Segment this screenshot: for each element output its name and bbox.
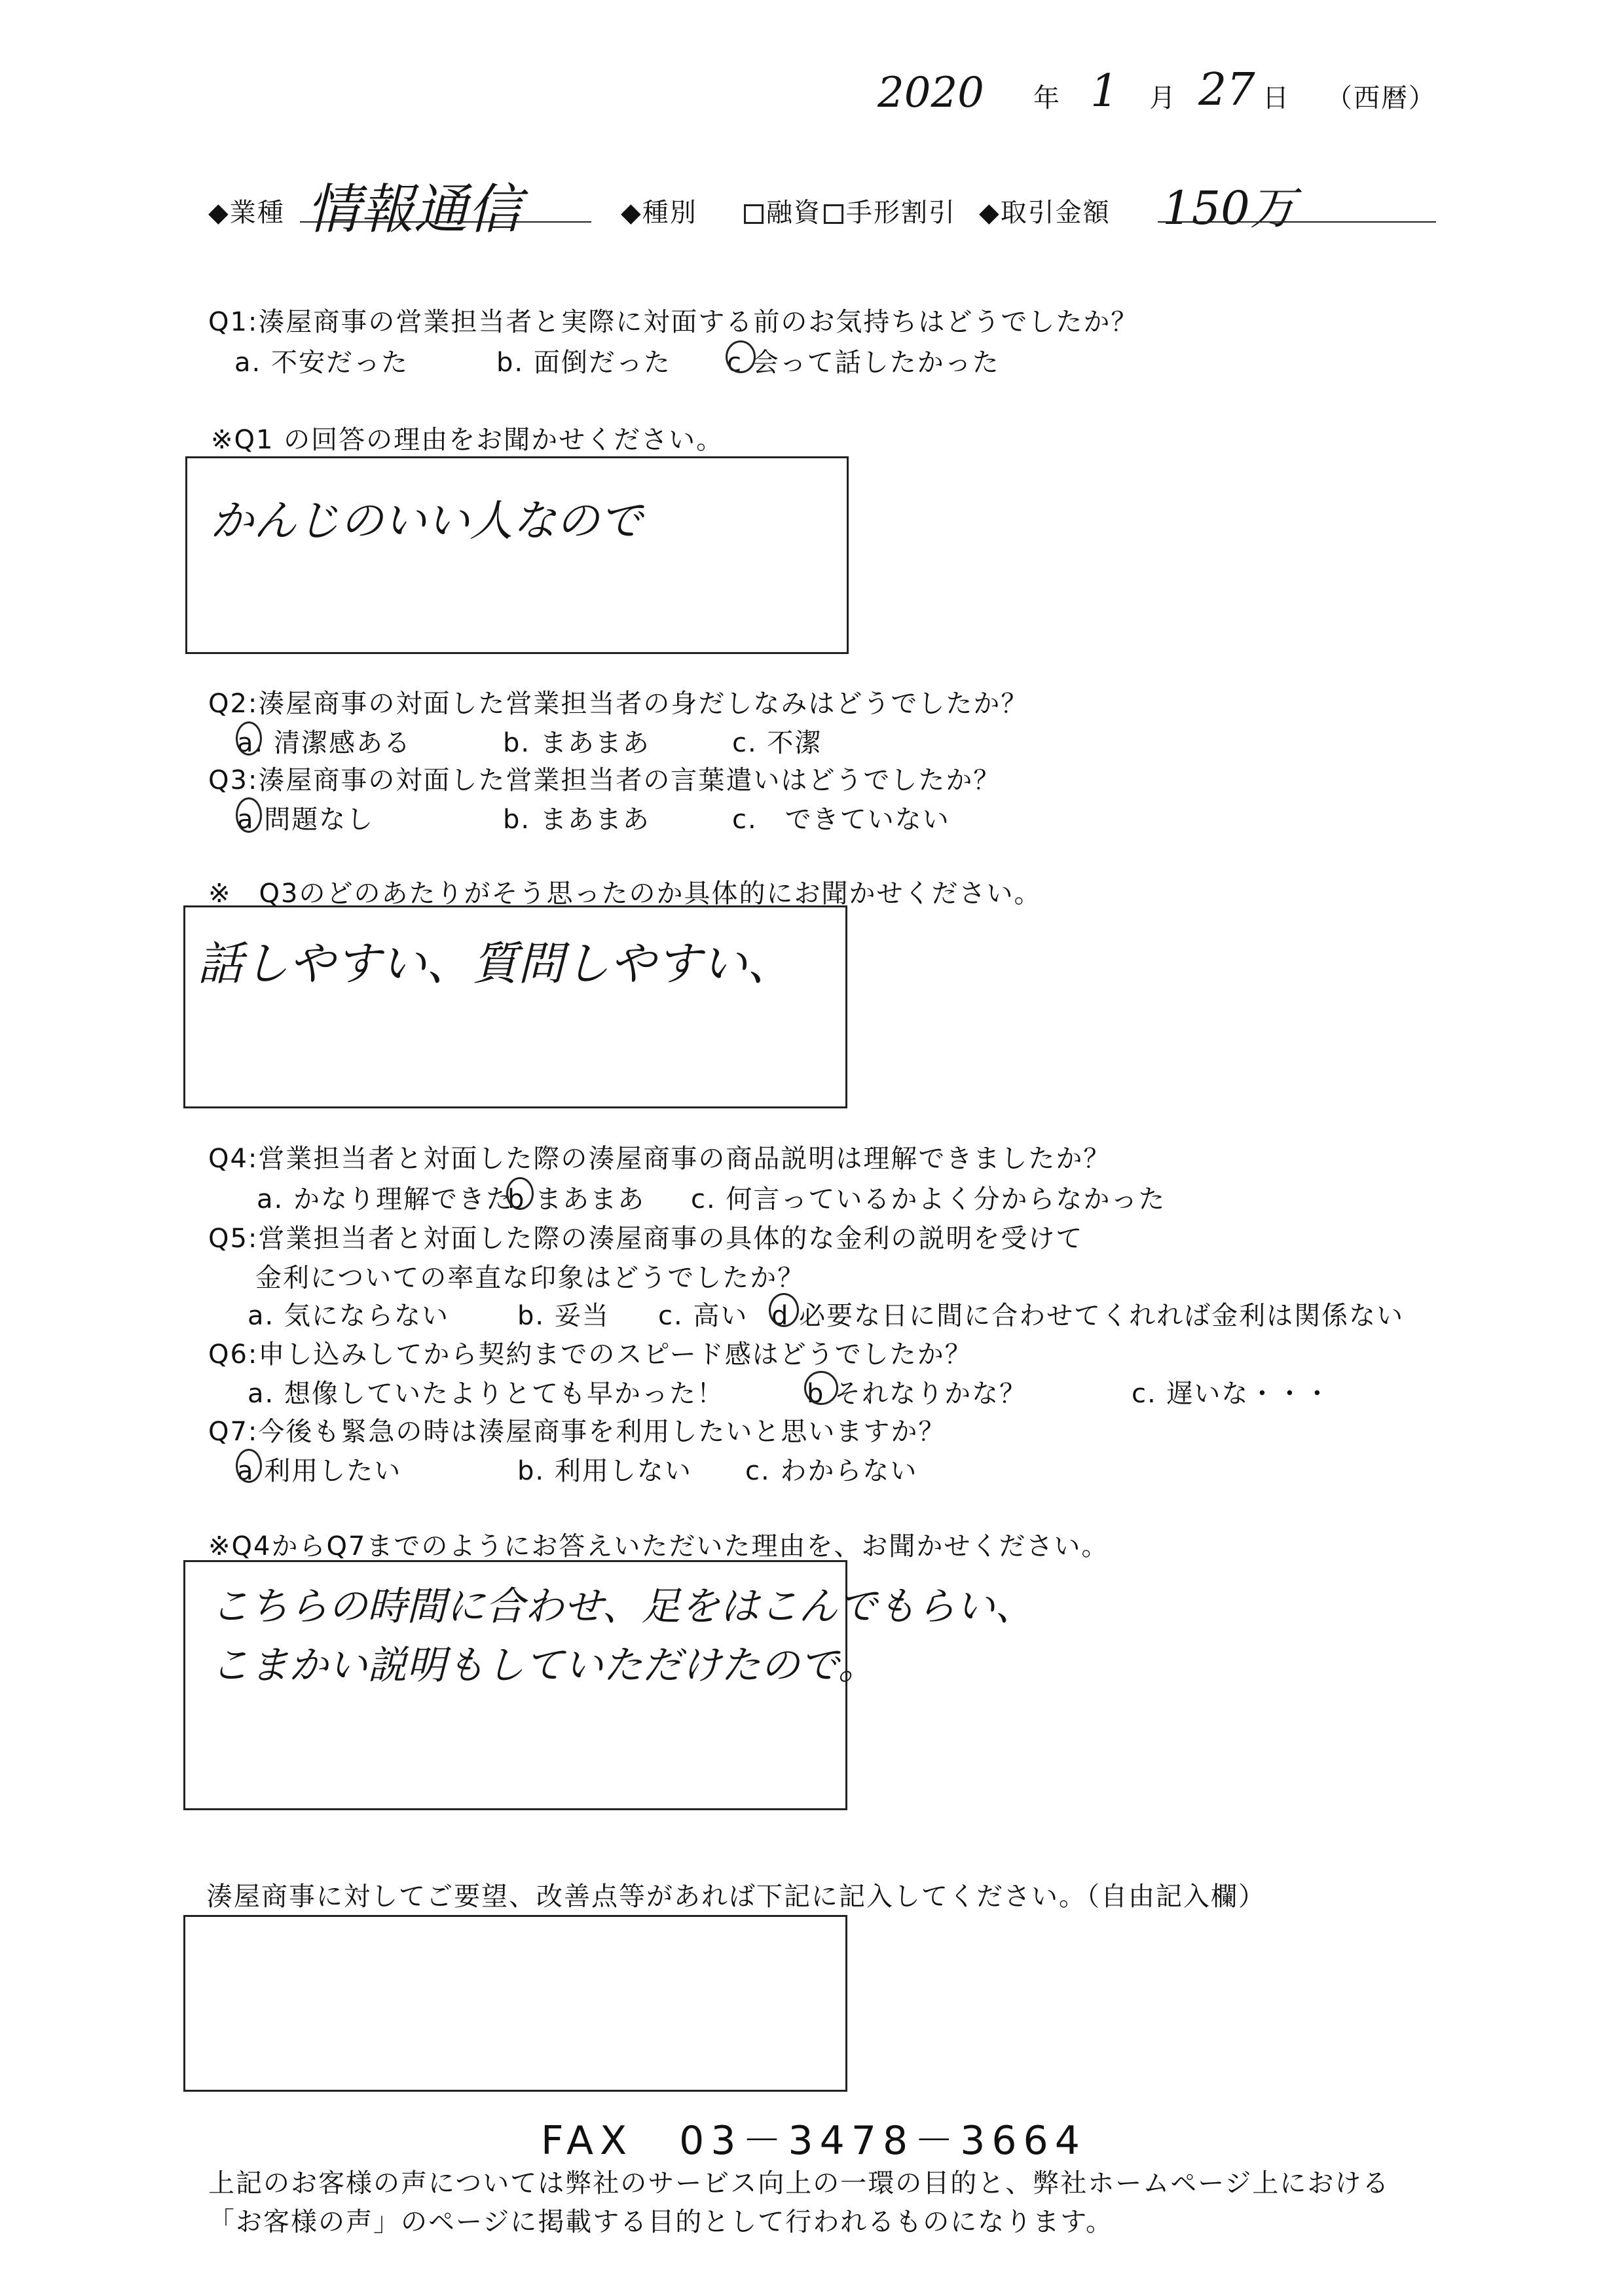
day-label: 日 bbox=[1263, 83, 1290, 113]
q3-reason-prompt: ※ Q3のどのあたりがそう思ったのか具体的にお聞かせください。 bbox=[208, 879, 1042, 909]
q7-selected-circle bbox=[236, 1449, 262, 1483]
loan-option-label: 融資 bbox=[766, 198, 821, 228]
q1-option-c[interactable]: c 会って話したかった bbox=[727, 348, 1000, 378]
q5-question-line1: Q5:営業担当者と対面した際の湊屋商事の具体的な金利の説明を受けて bbox=[208, 1224, 1084, 1254]
month-value: 1 bbox=[1090, 65, 1119, 117]
amount-label: ◆取引金額 bbox=[979, 198, 1111, 228]
month-label: 月 bbox=[1149, 83, 1177, 113]
q2-option-c[interactable]: c. 不潔 bbox=[732, 728, 822, 758]
q3-option-c[interactable]: c. できていない bbox=[732, 805, 950, 835]
q7-option-b[interactable]: b. 利用しない bbox=[517, 1456, 692, 1486]
amount-value: 150万 bbox=[1162, 181, 1296, 235]
q2-option-a[interactable]: a. 清潔感ある bbox=[237, 728, 411, 758]
q1-reason-box[interactable] bbox=[185, 456, 849, 654]
q7-reason-line1: こちらの時間に合わせ、足をはこんでもらい、 bbox=[210, 1584, 1035, 1630]
industry-underline bbox=[300, 221, 591, 223]
q5-option-d[interactable]: d 必要な日に間に合わせてくれれば金利は関係ない bbox=[771, 1301, 1405, 1331]
q2-question: Q2:湊屋商事の対面した営業担当者の身だしなみはどうでしたか？ bbox=[208, 689, 1029, 719]
q5-option-b[interactable]: b. 妥当 bbox=[517, 1301, 610, 1331]
q6-option-a[interactable]: a. 想像していたよりとても早かった！ bbox=[248, 1379, 724, 1409]
bill-option-label: 手形割引 bbox=[846, 198, 956, 228]
q7-question: Q7:今後も緊急の時は湊屋商事を利用したいと思いますか？ bbox=[208, 1417, 946, 1447]
q3-reason-box[interactable] bbox=[183, 905, 847, 1108]
q3-option-b[interactable]: b. まあまあ bbox=[503, 805, 650, 835]
q2-selected-circle bbox=[236, 721, 262, 756]
type-options bbox=[741, 192, 956, 229]
loan-checkbox[interactable] bbox=[744, 204, 764, 224]
q1-question: Q1:湊屋商事の営業担当者と実際に対面する前のお気持ちはどうでしたか？ bbox=[208, 307, 1139, 337]
free-comment-box[interactable] bbox=[183, 1915, 847, 2092]
q7-reason-line2: こまかい説明もしていただけたので。 bbox=[210, 1643, 877, 1688]
q4-option-b[interactable]: b まあまあ bbox=[507, 1184, 646, 1214]
q4-question: Q4:営業担当者と対面した際の湊屋商事の商品説明は理解できましたか？ bbox=[208, 1144, 1111, 1174]
q2-option-b[interactable]: b. まあまあ bbox=[503, 728, 650, 758]
q3-selected-circle bbox=[236, 797, 262, 833]
q7-option-a[interactable]: a 利用したい bbox=[237, 1456, 402, 1486]
q5-option-c[interactable]: c. 高い bbox=[658, 1301, 748, 1331]
q3-option-a[interactable]: a 問題なし bbox=[237, 805, 375, 835]
q6-question: Q6:申し込みしてから契約までのスピード感はどうでしたか？ bbox=[208, 1339, 972, 1370]
q6-option-b[interactable]: b それなりかな？ bbox=[807, 1379, 1027, 1409]
type-label: ◆種別 bbox=[621, 198, 697, 228]
bill-checkbox[interactable] bbox=[824, 204, 843, 224]
q4-option-c[interactable]: c. 何言っているかよく分からなかった bbox=[691, 1184, 1166, 1214]
q7-reason-box[interactable] bbox=[183, 1560, 1035, 1810]
q4-selected-circle bbox=[506, 1177, 534, 1210]
footer-note-line2: 「お客様の声」のページに掲載する目的として行われるものになります。 bbox=[208, 2207, 1113, 2237]
q7-reason-prompt: ※Q4からQ7までのようにお答えいただいた理由を、お聞かせください。 bbox=[208, 1531, 1109, 1561]
footer-note-line1: 上記のお客様の声については弊社のサービス向上の一環の目的と、弊社ホームページ上における bbox=[208, 2168, 1390, 2198]
q6-option-c[interactable]: c. 遅いな・・・ bbox=[1132, 1379, 1332, 1409]
q5-option-a[interactable]: a. 気にならない bbox=[248, 1301, 449, 1331]
q1-reason-prompt: ※Q1 の回答の理由をお聞かせください。 bbox=[211, 425, 724, 455]
q7-option-c[interactable]: c. わからない bbox=[745, 1456, 918, 1486]
year-label: 年 bbox=[1033, 83, 1061, 113]
q1-selected-circle bbox=[726, 340, 756, 373]
q1-option-a[interactable]: a. 不安だった bbox=[234, 348, 409, 378]
amount-underline bbox=[1158, 221, 1436, 223]
industry-label: ◆業種 bbox=[208, 198, 285, 228]
q4-option-a[interactable]: a. かなり理解できた bbox=[257, 1184, 513, 1214]
fax-number: FAX 03－3478－3664 bbox=[541, 2118, 1086, 2164]
era-label: （西暦） bbox=[1326, 83, 1436, 113]
q5-selected-circle bbox=[769, 1293, 799, 1327]
q1-option-b[interactable]: b. 面倒だった bbox=[496, 348, 671, 378]
q6-selected-circle bbox=[804, 1371, 838, 1405]
q1-reason-answer: かんじのいい人なので bbox=[210, 496, 642, 546]
q3-reason-answer: 話しやすい、質問しやすい、 bbox=[197, 937, 793, 991]
day-value: 27 bbox=[1198, 64, 1255, 116]
industry-value: 情報通信 bbox=[306, 179, 521, 241]
free-prompt: 湊屋商事に対してご要望、改善点等があれば下記に記入してください。（自由記入欄） bbox=[206, 1882, 1266, 1912]
q3-question: Q3:湊屋商事の対面した営業担当者の言葉遣いはどうでしたか？ bbox=[208, 765, 1001, 795]
q5-question-line2: 金利についての率直な印象はどうでしたか？ bbox=[255, 1263, 805, 1293]
year-value: 2020 bbox=[877, 69, 984, 117]
